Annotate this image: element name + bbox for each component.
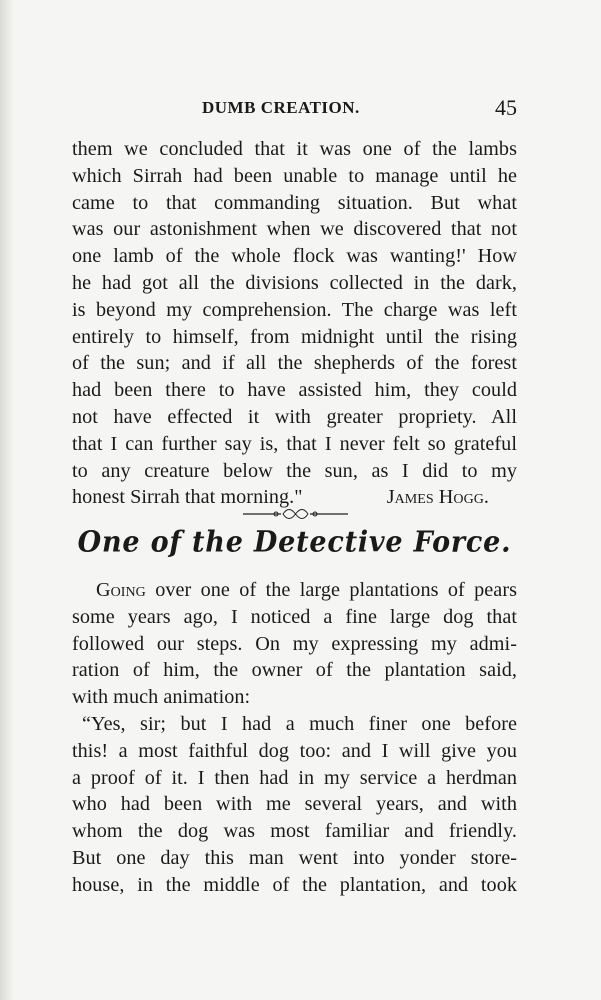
text-line: with much animation:: [72, 686, 251, 709]
section-ornament-icon: [243, 508, 348, 520]
text-line: of the sun; and if all the shepherds of the forest: [72, 352, 517, 375]
text-line: them we concluded that it was one of the lambs: [72, 138, 517, 160]
text-line: followed our steps. On my expressing my admi-: [72, 632, 517, 655]
text-line: some years ago, I noticed a fine large dog that: [72, 605, 517, 628]
text-line: entirely to himself, from midnight until the rising: [72, 325, 517, 348]
running-head: [72, 95, 517, 122]
text-line: which Sirrah had been unable to manage until he: [72, 164, 517, 187]
passage-new-section: [72, 577, 517, 899]
text-line: not have effected it with greater propriety. All: [72, 405, 517, 428]
text-line: is beyond my comprehension. The charge was left: [72, 298, 517, 321]
quote-line: house, in the middle of the plantation, and took: [72, 873, 517, 896]
text-line: to any creature below the sun, as I did to my: [72, 459, 517, 482]
quote-line: who had been with me several years, and with: [72, 793, 517, 816]
closing-text: honest Sirrah that morning.": [72, 486, 303, 509]
passage-continued: [72, 136, 517, 511]
page-number: 45: [495, 95, 517, 120]
quote-line: this! a most faithful dog too: and I will give you: [72, 739, 517, 762]
quote-line: “Yes, sir; but I had a much finer one before: [82, 712, 517, 735]
author-signature: James Hogg.: [386, 486, 489, 509]
opening-line: [72, 577, 517, 604]
quote-line: But one day this man went into yonder store-: [72, 846, 517, 869]
opening-line-text: over one of the large plantations of pears: [145, 579, 517, 601]
text-line: had been there to have assisted him, they could: [72, 379, 517, 402]
quote-line: a proof of it. I then had in my service a herdman: [72, 766, 517, 789]
text-line: one lamb of the whole flock was wanting!' How: [72, 245, 517, 268]
quote-line: whom the dog was most familiar and friendly.: [72, 820, 517, 843]
section-title: One of the Detective Force.: [77, 525, 512, 560]
opening-word: Going: [96, 579, 146, 601]
text-line: ration of him, the owner of the plantation said,: [72, 659, 517, 682]
text-line: he had got all the divisions collected in the dark,: [72, 271, 517, 294]
text-line: was our astonishment when we discovered that not: [72, 218, 517, 241]
text-line: that I can further say is, that I never felt so grateful: [72, 432, 517, 455]
running-title: DUMB CREATION.: [202, 98, 360, 117]
text-line: came to that commanding situation. But what: [72, 191, 517, 214]
